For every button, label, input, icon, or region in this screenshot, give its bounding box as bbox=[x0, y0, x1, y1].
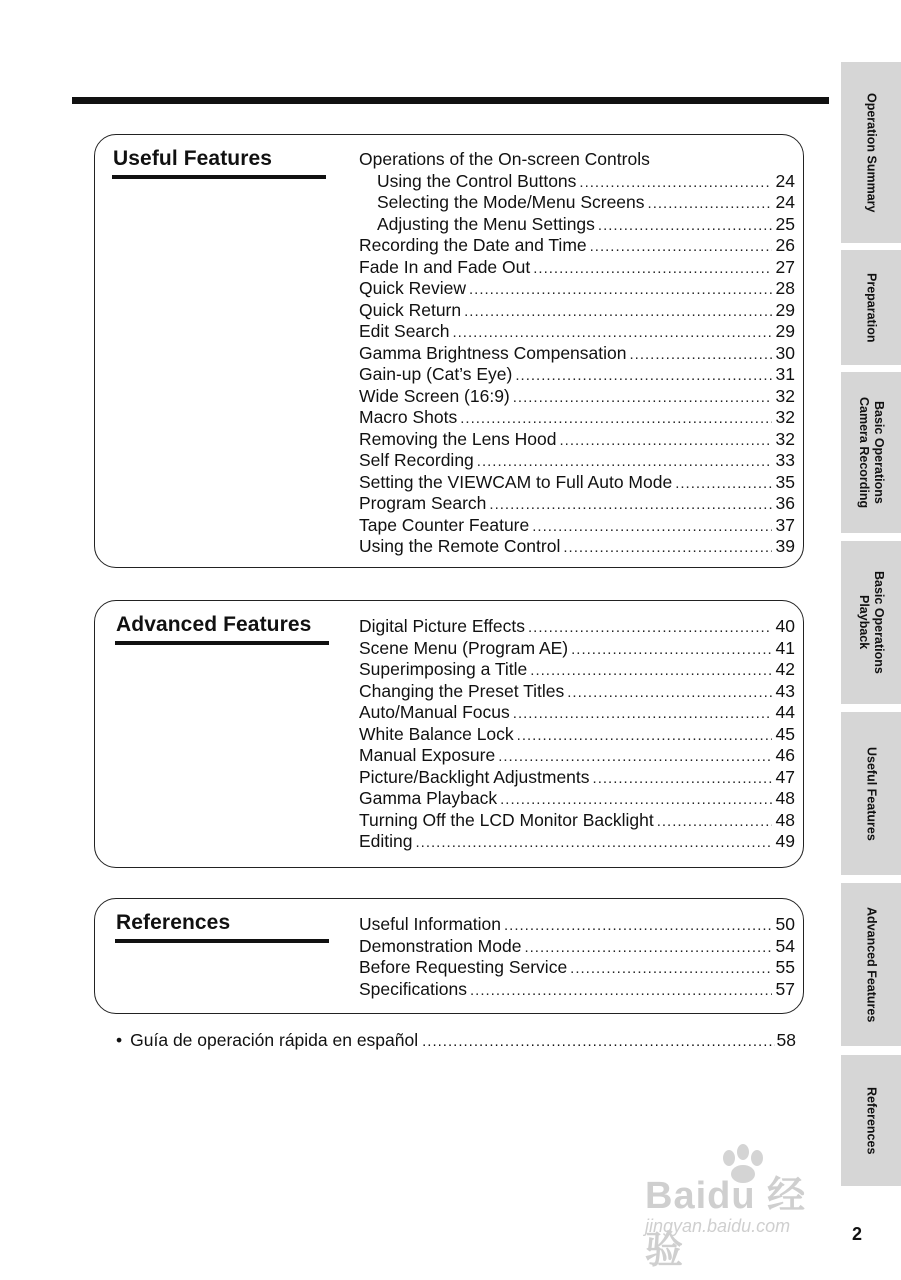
toc-entry[interactable] bbox=[359, 407, 795, 429]
toc-entry[interactable] bbox=[359, 300, 795, 322]
tab-label: Basic Operations bbox=[872, 401, 886, 504]
toc-entry[interactable] bbox=[359, 386, 795, 408]
leader-dots bbox=[563, 537, 771, 559]
entry-page: 33 bbox=[775, 450, 795, 470]
spanish-guide-entry[interactable] bbox=[116, 1030, 796, 1052]
entry-label: Digital Picture Effects bbox=[359, 616, 525, 636]
entry-page: 37 bbox=[775, 514, 795, 535]
toc-entry[interactable] bbox=[359, 536, 795, 558]
leader-dots bbox=[629, 344, 771, 366]
entry-page: 43 bbox=[775, 680, 795, 701]
tab-operation-summary[interactable] bbox=[841, 62, 901, 243]
entry-label: Picture/Backlight Adjustments bbox=[359, 766, 590, 787]
entry-page: 29 bbox=[775, 299, 795, 320]
leader-dots bbox=[477, 451, 772, 473]
leader-dots bbox=[570, 958, 771, 980]
toc-entry[interactable] bbox=[359, 515, 795, 537]
entry-label: Adjusting the Menu Settings bbox=[377, 213, 595, 234]
entry-page: 30 bbox=[775, 342, 795, 363]
leader-dots bbox=[528, 617, 772, 639]
entry-page: 24 bbox=[775, 170, 795, 191]
entry-page: 26 bbox=[775, 235, 795, 255]
entry-page: 27 bbox=[775, 256, 795, 277]
toc-entry[interactable] bbox=[359, 171, 795, 193]
tab-useful-features[interactable] bbox=[841, 712, 901, 875]
baidu-watermark bbox=[645, 1144, 845, 1272]
entry-label: Using the Remote Control bbox=[359, 536, 561, 556]
entry-label: White Balance Lock bbox=[359, 723, 514, 744]
leader-dots bbox=[513, 703, 772, 725]
leader-dots bbox=[675, 473, 771, 495]
entry-label: Before Requesting Service bbox=[359, 957, 568, 977]
toc-entry[interactable] bbox=[359, 638, 795, 660]
tab-label: References bbox=[864, 1086, 879, 1155]
leader-dots bbox=[524, 937, 771, 959]
toc-entry[interactable] bbox=[359, 788, 795, 810]
leader-dots bbox=[498, 746, 771, 768]
toc-entry[interactable] bbox=[359, 364, 795, 386]
entry-page: 49 bbox=[775, 831, 795, 851]
entry-label: Program Search bbox=[359, 493, 487, 513]
toc-entry[interactable] bbox=[359, 659, 795, 681]
entry-page: 58 bbox=[776, 1030, 796, 1050]
entry-label: Gamma Brightness Compensation bbox=[359, 342, 627, 363]
entry-label: Changing the Preset Titles bbox=[359, 680, 565, 701]
leader-dots bbox=[598, 215, 772, 237]
entry-label: Wide Screen (16:9) bbox=[359, 385, 510, 406]
leader-dots bbox=[567, 682, 771, 704]
entry-page: 29 bbox=[775, 321, 795, 341]
section-title-underline bbox=[115, 641, 329, 645]
entry-page: 32 bbox=[775, 407, 795, 427]
entry-label: Guía de operación rápida en español bbox=[130, 1030, 419, 1050]
toc-entry[interactable] bbox=[359, 616, 795, 638]
entry-label: Using the Control Buttons bbox=[377, 170, 577, 191]
toc-heading bbox=[359, 149, 795, 171]
tab-label: Useful Features bbox=[864, 746, 879, 841]
entry-label: Selecting the Mode/Menu Screens bbox=[377, 192, 645, 212]
watermark-url: jingyan.baidu.com bbox=[645, 1216, 791, 1236]
entry-label: Self Recording bbox=[359, 450, 474, 470]
toc-entry[interactable] bbox=[359, 831, 795, 853]
tab-label: Basic Operations bbox=[872, 571, 886, 674]
toc-entry[interactable] bbox=[359, 493, 795, 515]
entry-page: 44 bbox=[775, 702, 795, 722]
leader-dots bbox=[489, 494, 771, 516]
toc-entry[interactable] bbox=[359, 702, 795, 724]
section-title-underline bbox=[112, 175, 326, 179]
tab-advanced-features[interactable] bbox=[841, 883, 901, 1046]
toc-entry[interactable] bbox=[359, 810, 795, 832]
entry-label: Recording the Date and Time bbox=[359, 235, 587, 255]
bullet: • bbox=[116, 1030, 123, 1050]
leader-dots bbox=[657, 811, 772, 833]
leader-dots bbox=[452, 322, 771, 344]
leader-dots bbox=[504, 915, 772, 937]
toc-entry[interactable] bbox=[359, 914, 795, 936]
toc-entry[interactable] bbox=[359, 214, 795, 236]
entry-label: Quick Return bbox=[359, 299, 462, 320]
entry-label: Gain-up (Cat’s Eye) bbox=[359, 364, 513, 384]
leader-dots bbox=[470, 980, 772, 1002]
entry-page: 41 bbox=[775, 637, 795, 658]
entry-label: Scene Menu (Program AE) bbox=[359, 637, 569, 658]
leader-dots bbox=[559, 430, 771, 452]
entry-page: 50 bbox=[775, 914, 795, 934]
entry-label: Specifications bbox=[359, 978, 467, 999]
leader-dots bbox=[590, 236, 772, 258]
toc-entry[interactable] bbox=[359, 681, 795, 703]
leader-dots bbox=[571, 639, 771, 661]
entry-label: Macro Shots bbox=[359, 407, 458, 427]
entry-page: 31 bbox=[775, 364, 795, 384]
leader-dots bbox=[422, 1031, 774, 1052]
toc-entry[interactable] bbox=[359, 321, 795, 343]
tab-label: Camera Recording bbox=[857, 396, 871, 509]
entry-page: 42 bbox=[775, 659, 795, 679]
section-useful-features bbox=[94, 134, 804, 568]
entry-label: Turning Off the LCD Monitor Backlight bbox=[359, 809, 654, 830]
entry-page: 25 bbox=[775, 213, 795, 234]
entry-page: 54 bbox=[775, 935, 795, 956]
toc-entry[interactable] bbox=[359, 936, 795, 958]
section-title-underline bbox=[115, 939, 329, 943]
leader-dots bbox=[517, 725, 772, 747]
toc-entry[interactable] bbox=[359, 343, 795, 365]
toc-entry[interactable] bbox=[359, 979, 795, 1001]
leader-dots bbox=[593, 768, 772, 790]
tab-preparation[interactable] bbox=[841, 250, 901, 365]
toc-entry[interactable] bbox=[359, 257, 795, 279]
top-rule bbox=[72, 97, 829, 104]
entry-label: Auto/Manual Focus bbox=[359, 702, 510, 722]
entry-label: Quick Review bbox=[359, 278, 466, 298]
section-title: Useful Features bbox=[113, 147, 273, 170]
entry-label: Removing the Lens Hood bbox=[359, 428, 557, 449]
leader-dots bbox=[532, 516, 771, 538]
toc-entry[interactable] bbox=[359, 278, 795, 300]
entry-label: Edit Search bbox=[359, 321, 450, 341]
leader-dots bbox=[464, 301, 771, 323]
toc-entry[interactable] bbox=[359, 767, 795, 789]
leader-dots bbox=[648, 193, 772, 215]
toc-entry[interactable] bbox=[359, 235, 795, 257]
entry-page: 39 bbox=[775, 536, 795, 556]
tab-basic-operations-playback[interactable] bbox=[841, 541, 901, 704]
leader-dots bbox=[579, 172, 771, 194]
toc-entry[interactable] bbox=[359, 745, 795, 767]
toc-list bbox=[359, 616, 795, 853]
entry-page: 48 bbox=[775, 788, 795, 808]
toc-entry[interactable] bbox=[359, 957, 795, 979]
watermark-logo: Baidu 经验 bbox=[645, 1175, 807, 1272]
tab-label: Advanced Features bbox=[864, 906, 879, 1023]
section-advanced-features bbox=[94, 600, 804, 868]
entry-label: Superimposing a Title bbox=[359, 659, 528, 679]
entry-label: Demonstration Mode bbox=[359, 935, 522, 956]
entry-page: 40 bbox=[775, 616, 795, 636]
entry-label: Setting the VIEWCAM to Full Auto Mode bbox=[359, 471, 673, 492]
toc-entry[interactable] bbox=[359, 472, 795, 494]
entry-label: Manual Exposure bbox=[359, 745, 496, 765]
entry-page: 28 bbox=[775, 278, 795, 298]
toc-entry[interactable] bbox=[359, 450, 795, 472]
page-number: 2 bbox=[852, 1224, 863, 1244]
leader-dots bbox=[460, 408, 771, 430]
entry-page: 45 bbox=[775, 723, 795, 744]
entry-label: Tape Counter Feature bbox=[359, 514, 530, 535]
entry-page: 48 bbox=[775, 809, 795, 830]
tab-label: Playback bbox=[857, 595, 871, 650]
tab-basic-operations-camera-recording[interactable] bbox=[841, 372, 901, 533]
entry-page: 24 bbox=[775, 192, 795, 212]
entry-page: 32 bbox=[775, 385, 795, 406]
tab-label: Preparation bbox=[864, 272, 879, 343]
tab-label: Operation Summary bbox=[864, 92, 879, 213]
toc-entry[interactable] bbox=[359, 724, 795, 746]
leader-dots bbox=[533, 258, 771, 280]
entry-label: Operations of the On-screen Controls bbox=[359, 149, 650, 169]
toc-entry[interactable] bbox=[359, 429, 795, 451]
entry-page: 55 bbox=[775, 957, 795, 977]
section-references bbox=[94, 898, 804, 1014]
section-title: References bbox=[116, 911, 231, 934]
entry-label: Editing bbox=[359, 831, 413, 851]
entry-label: Fade In and Fade Out bbox=[359, 256, 531, 277]
entry-page: 32 bbox=[775, 428, 795, 449]
entry-label: Gamma Playback bbox=[359, 788, 498, 808]
entry-page: 35 bbox=[775, 471, 795, 492]
toc-entry[interactable] bbox=[359, 192, 795, 214]
tab-references[interactable] bbox=[841, 1055, 901, 1186]
leader-dots bbox=[515, 365, 771, 387]
entry-page: 36 bbox=[775, 493, 795, 513]
section-title: Advanced Features bbox=[116, 613, 312, 636]
entry-label: Useful Information bbox=[359, 914, 502, 934]
entry-page: 46 bbox=[775, 745, 795, 765]
entry-page: 47 bbox=[775, 766, 795, 787]
leader-dots bbox=[500, 789, 771, 811]
leader-dots bbox=[469, 279, 772, 301]
leader-dots bbox=[416, 832, 772, 854]
toc-list bbox=[359, 914, 795, 1000]
toc-list bbox=[359, 149, 795, 558]
leader-dots bbox=[513, 387, 772, 409]
entry-page: 57 bbox=[775, 978, 795, 999]
leader-dots bbox=[530, 660, 771, 682]
